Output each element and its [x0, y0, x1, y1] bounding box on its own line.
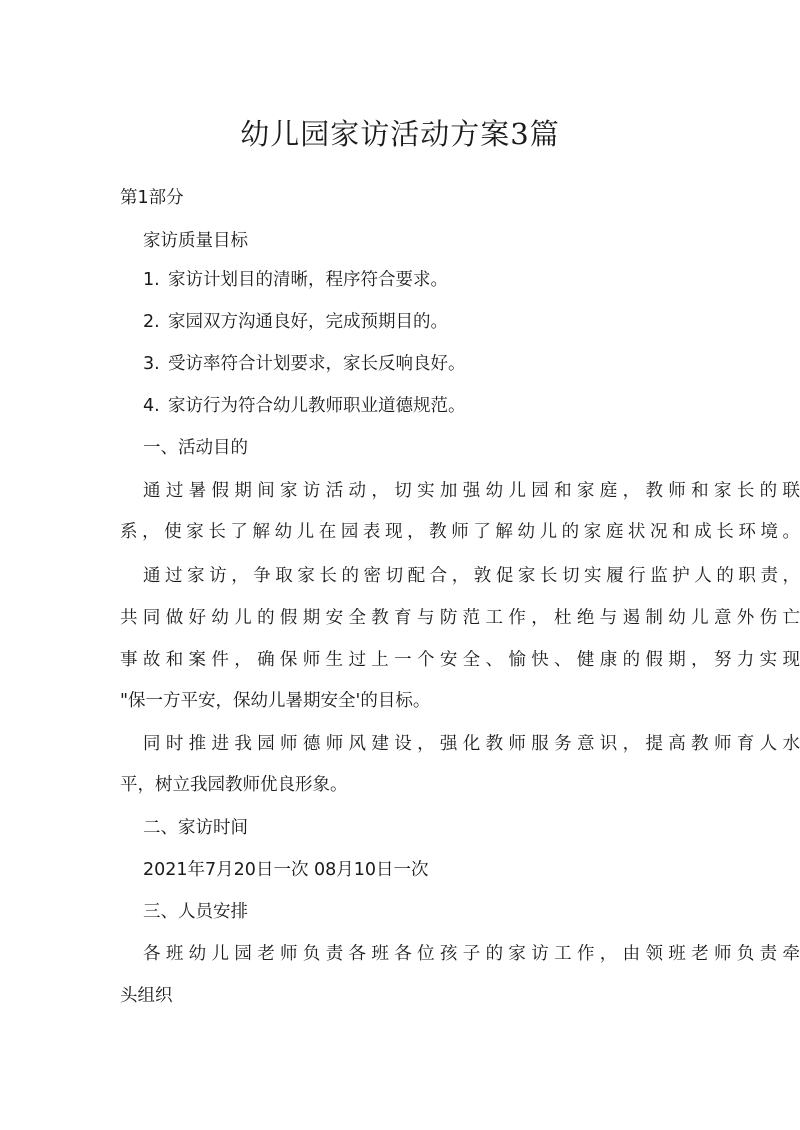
- paragraph-line: 通过家访，争取家长的密切配合，敦促家长切实履行监护人的职责，: [143, 566, 800, 586]
- paragraph-line: 平，树立我园教师优良形象。: [120, 775, 348, 795]
- quality-heading: 家访质量目标: [143, 231, 248, 251]
- goal-number: 1.: [143, 270, 160, 290]
- goal-text: 家访计划目的清晰，程序符合要求。: [168, 270, 448, 290]
- goal-item-2: [143, 309, 448, 335]
- paragraph-line: "保一方平安，保幼儿暑期安全'的目标。: [120, 691, 431, 711]
- paragraph-line: 各班幼儿园老师负责各班各位孩子的家访工作，由领班老师负责牵: [143, 944, 800, 964]
- section-heading-purpose: 一、活动目的: [143, 438, 248, 458]
- section-heading-time: 二、家访时间: [143, 818, 248, 838]
- visit-time: 2021年7月20日一次 08月10日一次: [143, 860, 429, 880]
- paragraph-line: 头组织: [120, 986, 173, 1006]
- goal-number: 3.: [143, 354, 160, 374]
- part-heading: 第1部分: [120, 188, 184, 208]
- goal-item-4: [143, 393, 466, 419]
- paragraph-line: 同时推进我园师德师风建设，强化教师服务意识，提高教师育人水: [143, 734, 800, 754]
- goal-number: 2.: [143, 312, 160, 332]
- goal-text: 家访行为符合幼儿教师职业道德规范。: [168, 396, 466, 416]
- paragraph-line: 通过暑假期间家访活动，切实加强幼儿园和家庭，教师和家长的联: [143, 481, 800, 501]
- document-title: 幼儿园家访活动方案3篇: [240, 117, 560, 151]
- goal-item-1: [143, 267, 448, 293]
- goal-text: 家园双方沟通良好，完成预期目的。: [168, 312, 448, 332]
- goal-number: 4.: [143, 396, 160, 416]
- section-heading-staff: 三、人员安排: [143, 902, 248, 922]
- paragraph-line: 系，使家长了解幼儿在园表现，教师了解幼儿的家庭状况和成长环境。: [120, 522, 800, 542]
- paragraph-line: 共同做好幼儿的假期安全教育与防范工作，杜绝与遏制幼儿意外伤亡: [120, 608, 800, 628]
- goal-item-3: [143, 351, 466, 377]
- goal-text: 受访率符合计划要求，家长反响良好。: [168, 354, 466, 374]
- paragraph-line: 事故和案件，确保师生过上一个安全、愉快、健康的假期，努力实现: [120, 650, 800, 670]
